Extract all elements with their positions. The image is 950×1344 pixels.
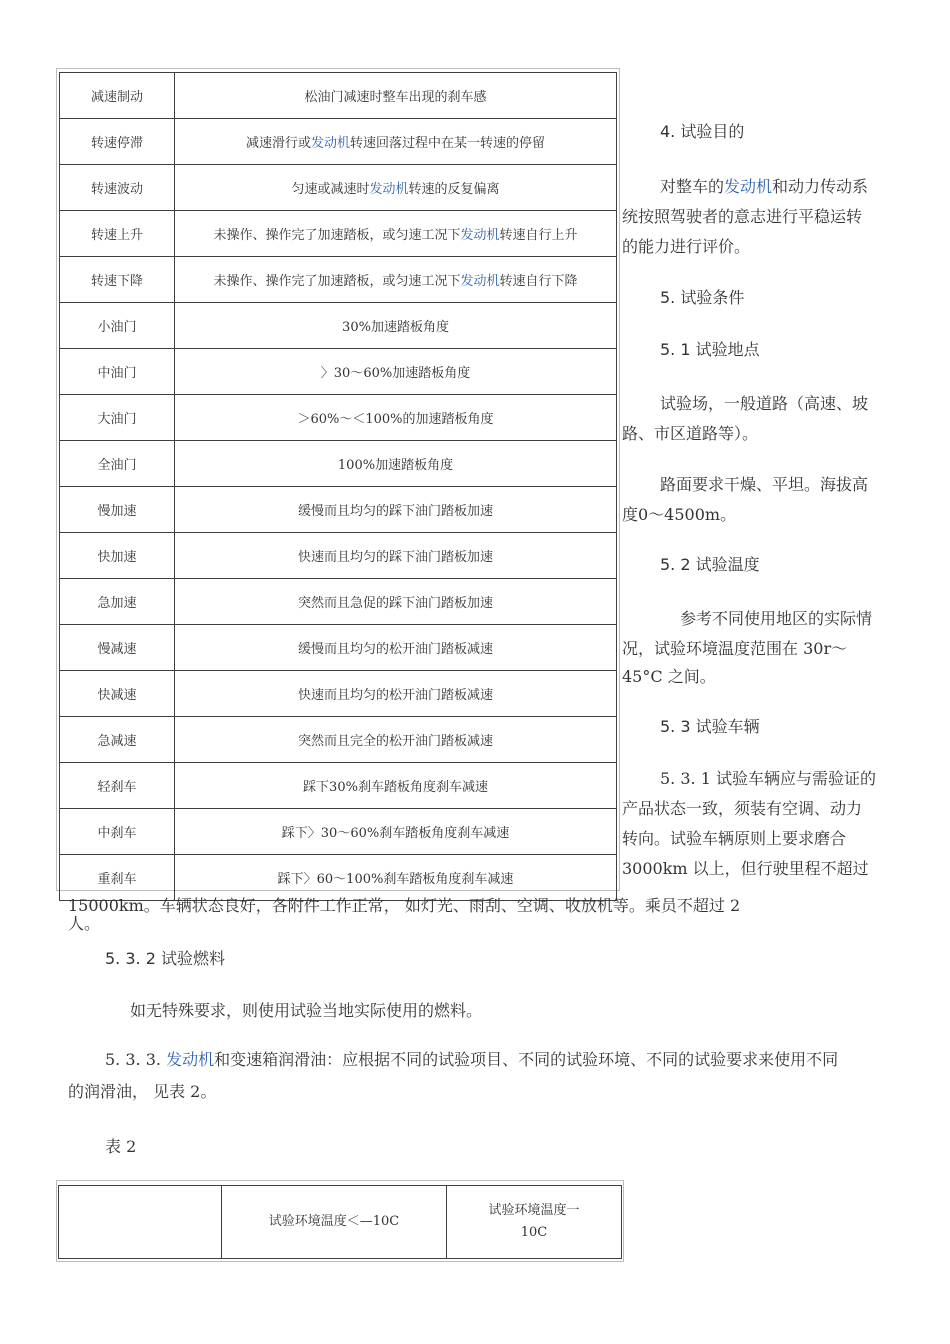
- definition-text: 转速自行下降: [499, 274, 578, 289]
- section-5-3-heading: 5. 3 试验车辆: [660, 717, 760, 736]
- table-row: [60, 625, 617, 671]
- engine-link[interactable]: 发动机: [310, 136, 350, 151]
- definition-cell: [175, 579, 617, 625]
- definition-cell: [175, 763, 617, 809]
- section-4-heading: 4. 试验目的: [660, 122, 745, 141]
- definitions-table: [56, 68, 620, 891]
- table-cell: 试验环境温度＜—10C: [222, 1186, 447, 1259]
- table-row: [59, 1186, 622, 1259]
- definition-cell: [175, 671, 617, 717]
- section-5-2-paragraph-line-1: 参考不同使用地区的实际情: [680, 609, 873, 628]
- definition-text: 松油门减速时整车出现的刹车感: [304, 90, 487, 105]
- section-5-1-paragraph-1-line-2: 路、市区道路等）。: [622, 424, 759, 443]
- text: 和变速箱润滑油：应根据不同的试验项目、不同的试验环境、不同的试验要求来使用不同: [214, 1050, 839, 1069]
- definition-text: 突然而且急促的踩下油门踏板加速: [297, 596, 493, 611]
- definition-cell: [175, 487, 617, 533]
- section-5-heading: 5. 试验条件: [660, 288, 745, 307]
- table-row: [60, 717, 617, 763]
- term-cell: 转速上升: [60, 211, 175, 257]
- engine-link[interactable]: 发动机: [369, 182, 409, 197]
- text: 对整车的: [660, 177, 725, 196]
- term-cell: 中油门: [60, 349, 175, 395]
- section-5-1-heading: 5. 1 试验地点: [660, 340, 760, 359]
- cell-line: 10C: [520, 1225, 548, 1240]
- section-5-3-1-line-6: 人。: [68, 914, 101, 933]
- table-row: [60, 211, 617, 257]
- term-cell: 转速停滞: [60, 119, 175, 165]
- term-cell: 慢减速: [60, 625, 175, 671]
- term-cell: 快加速: [60, 533, 175, 579]
- definition-text: 快速而且均匀的松开油门踏板减速: [297, 688, 493, 703]
- definition-cell: [175, 717, 617, 763]
- term-cell: 轻刹车: [60, 763, 175, 809]
- table-cell: [447, 1186, 622, 1259]
- table-row: [60, 73, 617, 119]
- definition-text: 踩下〉60〜100%刹车踏板角度刹车减速: [277, 872, 514, 887]
- section-5-3-1-line-3: 转向。试验车辆原则上要求磨合: [622, 829, 847, 848]
- term-cell: 减速制动: [60, 73, 175, 119]
- definition-text: 踩下30%刹车踏板角度刹车减速: [303, 780, 488, 795]
- text: 和动力传动系: [772, 177, 869, 196]
- section-5-2-heading: 5. 2 试验温度: [660, 555, 760, 574]
- table-row: [60, 165, 617, 211]
- text: 5. 3. 3.: [105, 1050, 167, 1069]
- section-5-3-1-line-4: 3000km 以上，但行驶里程不超过: [622, 859, 869, 878]
- engine-link[interactable]: 发动机: [460, 274, 500, 289]
- table-row: [60, 809, 617, 855]
- definition-text: 〉30〜60%加速踏板角度: [320, 366, 471, 381]
- section-5-2-paragraph-line-2: 况，试验环境温度范围在 30r〜: [622, 639, 848, 658]
- term-cell: 全油门: [60, 441, 175, 487]
- term-cell: 急加速: [60, 579, 175, 625]
- lubricant-table: [56, 1180, 624, 1262]
- definition-text: 30%加速踏板角度: [342, 320, 449, 335]
- section-5-1-paragraph-1-line-1: 试验场，一般道路（高速、坡: [660, 394, 869, 413]
- section-4-paragraph-line-3: 的能力进行评价。: [622, 237, 751, 256]
- section-5-3-3-line-2: 的润滑油， 见表 2。: [68, 1082, 217, 1101]
- term-cell: 中刹车: [60, 809, 175, 855]
- section-5-1-paragraph-2-line-2: 度0〜4500m。: [622, 505, 737, 524]
- definition-cell: [175, 303, 617, 349]
- table-row: [60, 763, 617, 809]
- table-row: [60, 487, 617, 533]
- engine-link[interactable]: 发动机: [166, 1050, 215, 1069]
- section-5-3-3-line-1: [105, 1045, 838, 1075]
- section-5-3-1-line-5: 15000km。车辆状态良好，各附件工作正常， 如灯光、雨刮、空调、收放机等。乘员不超过 2: [68, 896, 741, 915]
- cell-line: 试验环境温度一: [488, 1203, 580, 1218]
- definition-text: 100%加速踏板角度: [337, 458, 454, 473]
- definition-cell: [175, 809, 617, 855]
- section-5-3-2-heading: 5. 3. 2 试验燃料: [105, 949, 225, 968]
- definition-text: 缓慢而且均匀的松开油门踏板减速: [297, 642, 493, 657]
- term-cell: 大油门: [60, 395, 175, 441]
- definition-cell: [175, 349, 617, 395]
- definition-text: ＞60%〜＜100%的加速踏板角度: [297, 412, 494, 427]
- table-cell: [59, 1186, 222, 1259]
- table-row: [60, 441, 617, 487]
- engine-link[interactable]: 发动机: [724, 177, 773, 196]
- table-2-caption: 表 2: [105, 1137, 137, 1156]
- definition-text: 匀速或减速时: [291, 182, 370, 197]
- table-row: [60, 349, 617, 395]
- table-row: [60, 257, 617, 303]
- definition-text: 快速而且均匀的踩下油门踏板加速: [297, 550, 493, 565]
- table-row: [60, 671, 617, 717]
- table-row: [60, 303, 617, 349]
- definition-cell: [175, 119, 617, 165]
- term-cell: 重刹车: [60, 855, 175, 901]
- definition-cell: [175, 625, 617, 671]
- engine-link[interactable]: 发动机: [460, 228, 500, 243]
- section-5-3-2-paragraph: 如无特殊要求，则使用试验当地实际使用的燃料。: [130, 1001, 483, 1020]
- section-5-1-paragraph-2-line-1: 路面要求干燥、平坦。海拔高: [660, 475, 869, 494]
- definition-text: 转速的反复偏离: [408, 182, 500, 197]
- definition-text: 未操作、操作完了加速踏板，或匀速工况下: [213, 274, 461, 289]
- definition-text: 转速自行上升: [499, 228, 578, 243]
- definition-cell: [175, 211, 617, 257]
- section-5-3-1-line-1: 5. 3. 1 试验车辆应与需验证的: [660, 769, 876, 788]
- definition-cell: [175, 257, 617, 303]
- term-cell: 转速波动: [60, 165, 175, 211]
- table-row: [60, 119, 617, 165]
- definition-text: 突然而且完全的松开油门踏板减速: [297, 734, 493, 749]
- section-4-paragraph-line-1: [660, 172, 868, 202]
- term-cell: 慢加速: [60, 487, 175, 533]
- section-5-3-1-line-2: 产品状态一致，须装有空调、动力: [622, 799, 863, 818]
- section-5-2-paragraph-line-3: 45°C 之间。: [622, 667, 716, 686]
- definition-cell: [175, 395, 617, 441]
- definition-cell: [175, 73, 617, 119]
- definition-text: 缓慢而且均匀的踩下油门踏板加速: [297, 504, 493, 519]
- definition-cell: [175, 165, 617, 211]
- definition-cell: [175, 441, 617, 487]
- definition-text: 转速回落过程中在某一转速的停留: [350, 136, 546, 151]
- definition-cell: [175, 533, 617, 579]
- term-cell: 小油门: [60, 303, 175, 349]
- section-4-paragraph-line-2: 统按照驾驶者的意志进行平稳运转: [622, 207, 863, 226]
- definition-text: 踩下〉30〜60%刹车踏板角度刹车减速: [281, 826, 510, 841]
- table-row: [60, 533, 617, 579]
- term-cell: 快减速: [60, 671, 175, 717]
- term-cell: 转速下降: [60, 257, 175, 303]
- table-row: [60, 395, 617, 441]
- definition-text: 减速滑行或: [245, 136, 311, 151]
- table-row: [60, 579, 617, 625]
- term-cell: 急减速: [60, 717, 175, 763]
- definition-text: 未操作、操作完了加速踏板，或匀速工况下: [213, 228, 461, 243]
